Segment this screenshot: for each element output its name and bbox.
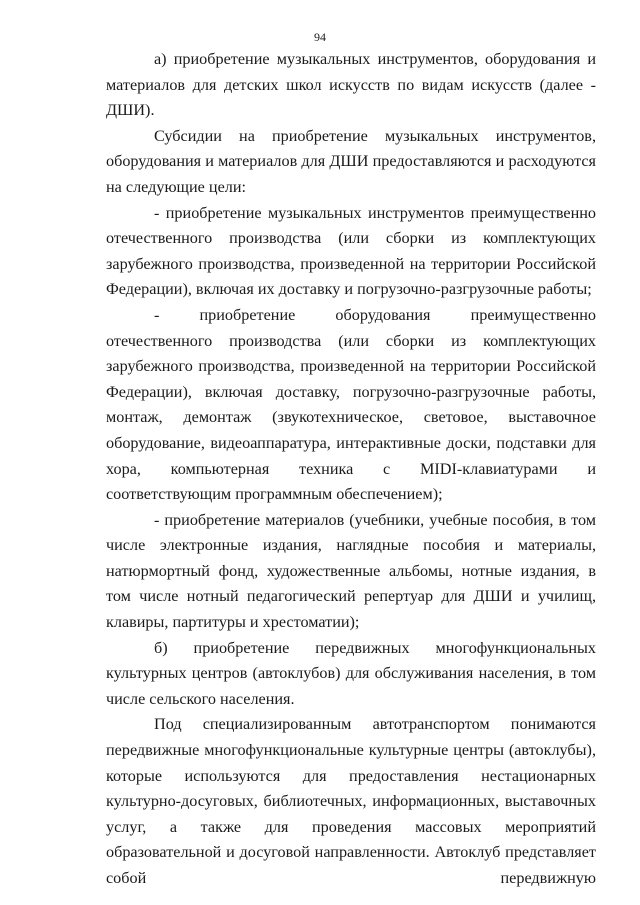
document-body	[106, 47, 596, 892]
paragraph-item-b: б) приобретение передвижных многофункциональных культурных центров (автоклубов) для обслуживания населения, в том числе сельского населения.	[106, 638, 596, 708]
paragraph-subsidies: Субсидии на приобретение музыкальных инструментов, оборудования и материалов для ДШИ предоставляются и расходуются на следующие цели:	[106, 126, 596, 196]
paragraph-instruments: - приобретение музыкальных инструментов преимущественно отечественного производства (или сборки из комплектующих зарубежного производства, произведенной на территории Российской Федерации), включая их доставку и погрузочно-разгрузочные работы;	[106, 203, 596, 299]
paragraph-equipment: - приобретение оборудования преимущественно отечественного производства (или сборки из комплектующих зарубежного производства, произведенной на территории Российской Федерации), включая доставку, погрузочно-разгрузочные работы, монтаж, демонтаж (звукотехническое, световое, выставочное оборудование, видеоаппаратура, интерактивные доски, подставки для хора, компьютерная техника с MIDI-клавиатурами и соответствующим программным обеспечением);	[106, 305, 596, 504]
paragraph-materials: - приобретение материалов (учебники, учебные пособия, в том числе электронные издания, наглядные пособия и материалы, натюрмортный фонд, художественные альбомы, нотные издания, в том числе нотный педагогический репертуар для ДШИ и училищ, клавиры, партитуры и хрестоматии);	[106, 510, 596, 632]
page-number: 94	[314, 30, 326, 44]
paragraph-item-a: а) приобретение музыкальных инструментов, оборудования и материалов для детских школ искусств по видам искусств (далее - ДШИ).	[106, 50, 596, 120]
paragraph-autoclub: Под специализированным автотранспортом понимаются передвижные многофункциональные культурные центры (автоклубы), которые используются для предоставления нестационарных культурно-досуговых, библиотечных, информационных, выставочных услуг, а также для проведения массовых мероприятий образовательной и досуговой направленности. Автоклуб представляет собой передвижную	[106, 715, 596, 887]
